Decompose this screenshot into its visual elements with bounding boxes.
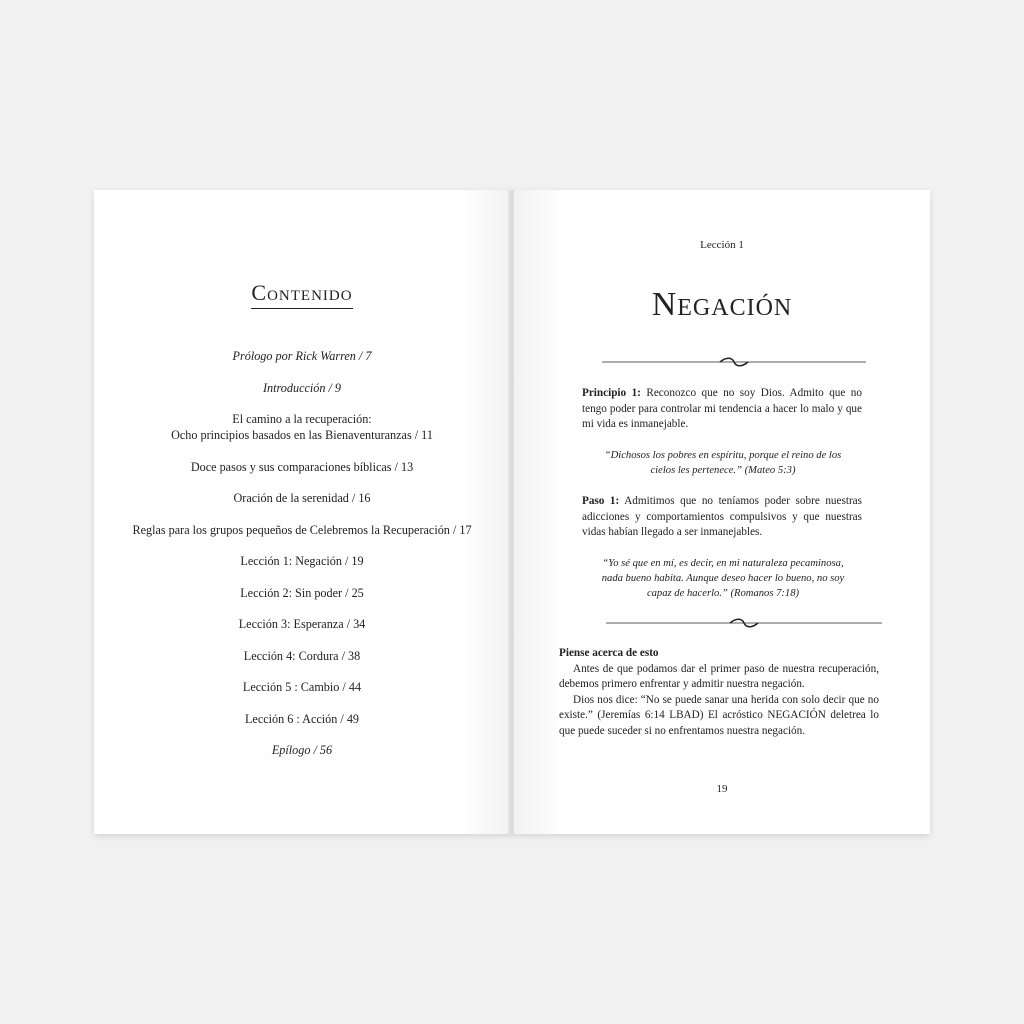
toc-entry: Prólogo por Rick Warren / 7	[232, 349, 372, 363]
left-page	[94, 190, 510, 834]
toc-entry: Introducción / 9	[262, 380, 342, 395]
step-text: Admitimos que no teníamos poder sobre nuestras adicciones y comportamientos compulsivos y que nuestras vidas habían llegado a ser inmanejables.	[582, 495, 863, 538]
toc-entry: Epílogo / 56	[271, 743, 333, 757]
principle-text: Reconozco que no soy Dios. Admito que no tengo poder para controlar mi tendencia a hacer lo malo y que mi vida es inmanejable.	[582, 387, 862, 430]
toc-entry: Lección 3: Esperanza / 34	[238, 617, 366, 631]
body-paragraph-1: Antes de que podamos dar el primer paso de nuestra recuperación, debemos primero enfrentar y admitir nuestra negación.	[559, 662, 879, 690]
toc-entry: Lección 5 : Cambio / 44	[242, 680, 362, 694]
running-head: Lección 1	[700, 239, 744, 251]
contents-heading: Contenido	[94, 280, 510, 306]
toc-entry: Lección 4: Cordura / 38	[243, 648, 361, 663]
principle-1	[582, 386, 862, 433]
quote-mateo: “Dichosos los pobres en espíritu, porque el reino de los cielos les pertenece.” (Mateo 5:3)	[604, 450, 842, 476]
toc-entry: El camino a la recuperación: Ocho principios basados en las Bienaventuranzas / 11	[171, 412, 433, 442]
ornament-divider-icon-2	[606, 616, 882, 630]
chapter-title: Negación	[651, 286, 793, 323]
book-spread	[94, 190, 930, 834]
step-1	[582, 494, 862, 541]
body-paragraph-2: Dios nos dice: “No se puede sanar una herida con solo decir que no existe.” (Jeremías 6:14 LBAD) El acróstico NEGACIÓN deletrea lo que puede suceder si no enfrentamos nuestra negación.	[559, 693, 879, 737]
page-number: 19	[716, 783, 728, 795]
toc-entry: Lección 1: Negación / 19	[240, 554, 364, 568]
table-of-contents	[94, 348, 510, 774]
quote-romanos: “Yo sé que en mí, es decir, en mi naturaleza pecaminosa, nada bueno habita. Aunque deseo hacer lo bueno, no soy capaz de hacerlo.” (Romanos 7:18)	[601, 558, 845, 599]
toc-entry: Oración de la serenidad / 16	[233, 491, 371, 505]
toc-entry: Reglas para los grupos pequeños de Celebremos la Recuperación / 17	[132, 522, 472, 537]
ornament-divider-icon	[602, 355, 866, 369]
think-about-section	[559, 646, 879, 739]
step-label: Paso 1:	[582, 495, 620, 507]
toc-entry: Lección 2: Sin poder / 25	[240, 585, 364, 600]
section-heading: Piense acerca de esto	[559, 647, 659, 659]
toc-entry: Lección 6 : Acción / 49	[244, 711, 360, 726]
right-page	[514, 190, 930, 834]
toc-entry: Doce pasos y sus comparaciones bíblicas / 13	[190, 459, 414, 474]
principle-label: Principio 1:	[582, 387, 641, 399]
